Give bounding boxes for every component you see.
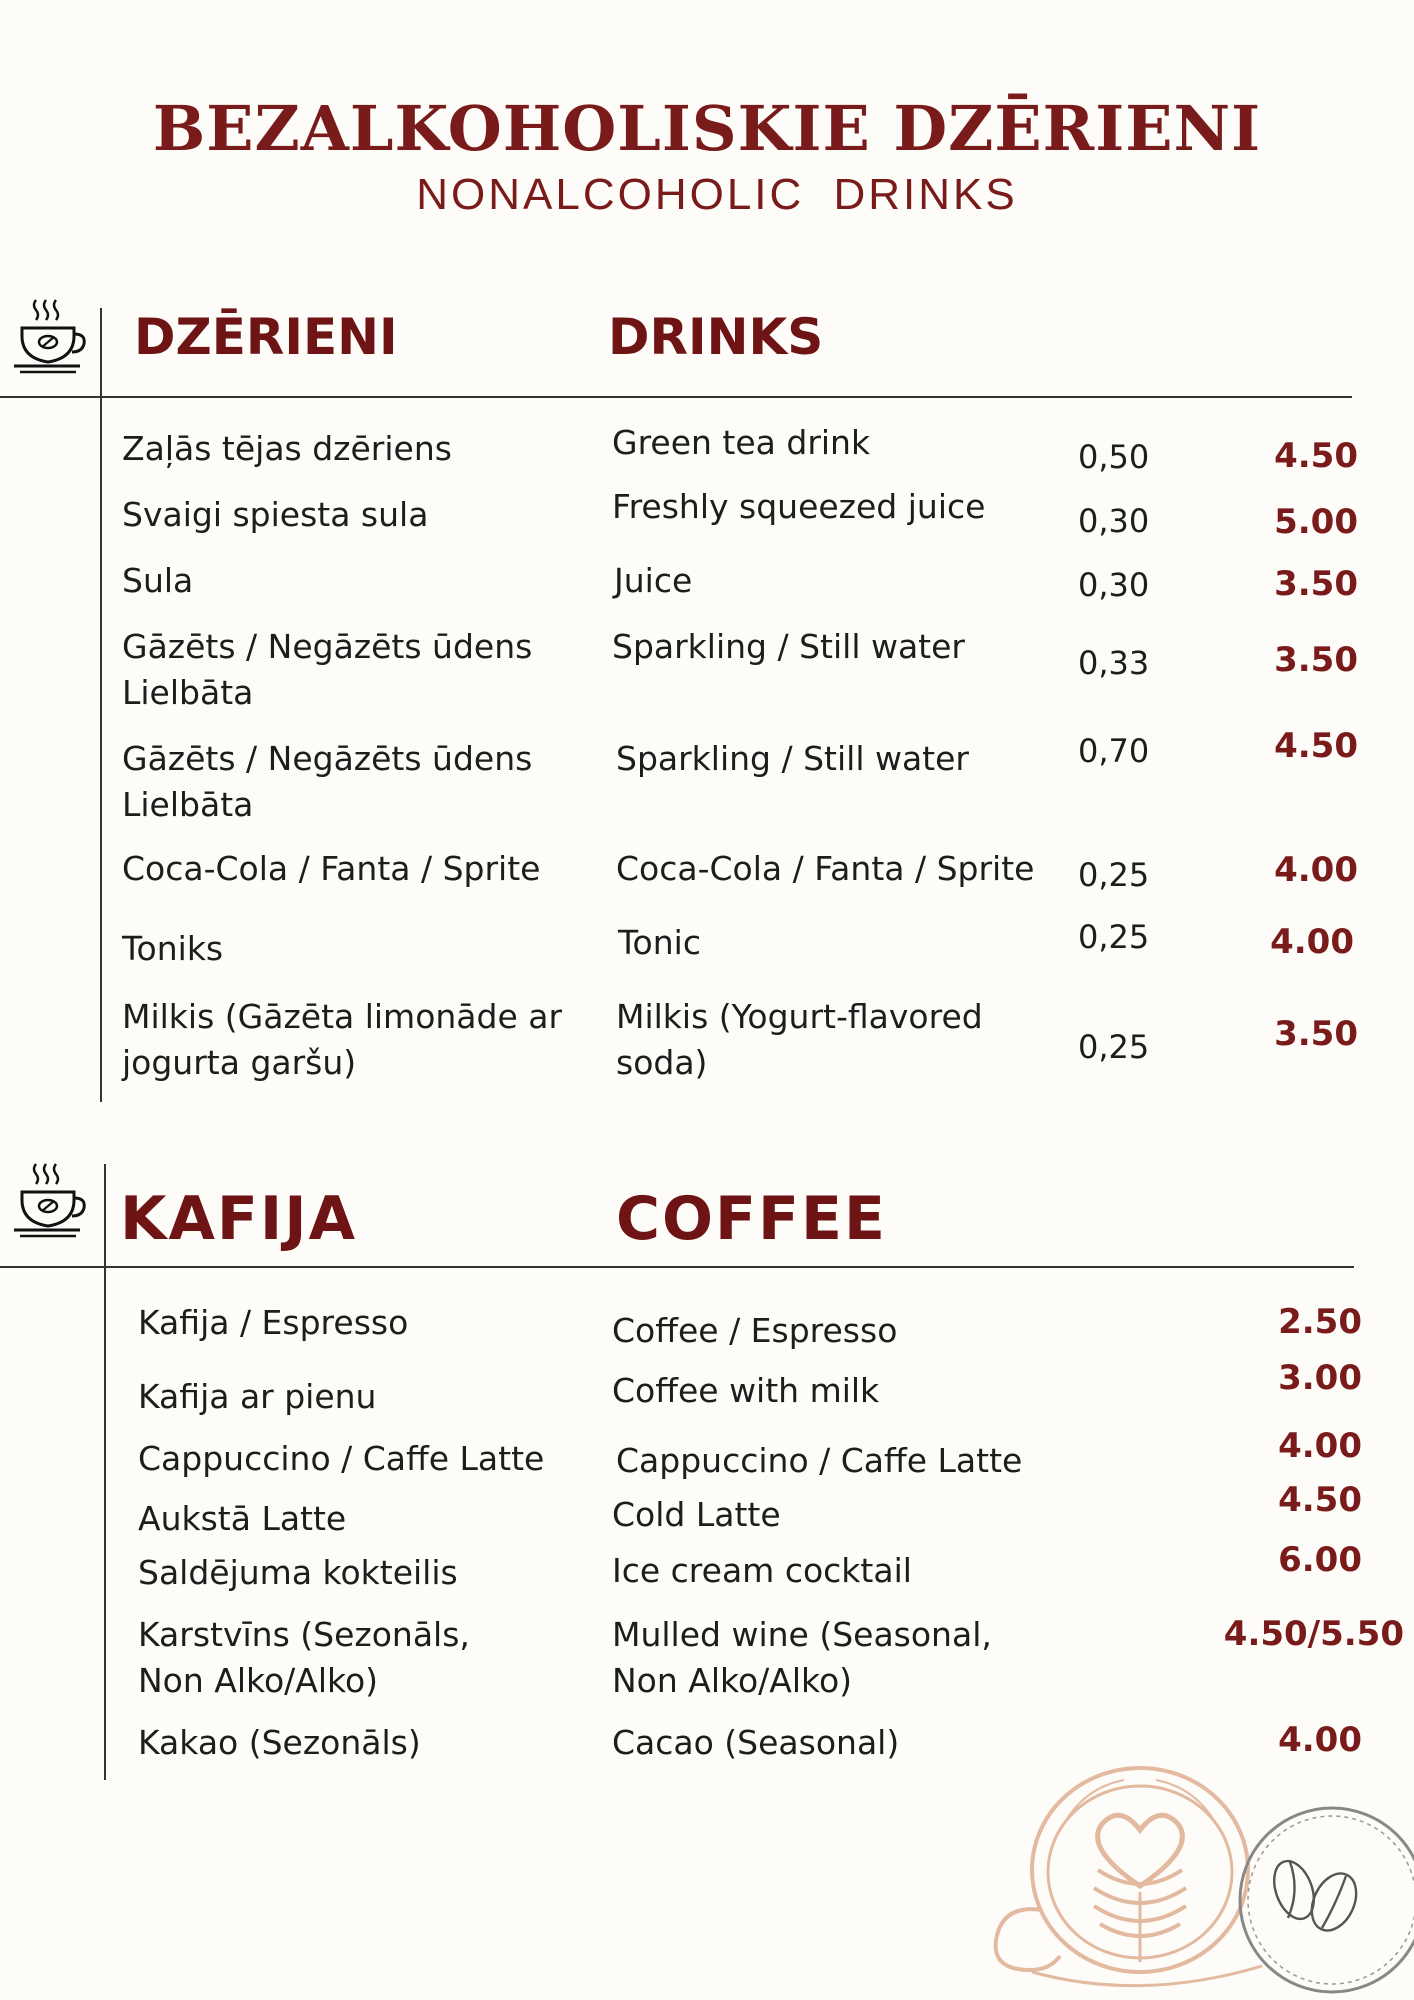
drink-volume: 0,50 — [1078, 438, 1150, 476]
coffee-name-en-line2: Non Alko/Alko) — [612, 1661, 853, 1700]
drink-volume: 0,33 — [1078, 644, 1150, 682]
drink-name-en: Sparkling / Still water — [616, 739, 969, 778]
latte-art-cup-icon — [990, 1760, 1270, 2000]
coffee-price: 4.00 — [1278, 1426, 1362, 1466]
drink-name-en: Tonic — [618, 923, 701, 962]
coffee-name-lv: Kakao (Sezonāls) — [138, 1723, 421, 1762]
coffee-horizontal-divider — [0, 1266, 1354, 1268]
coffee-name-en: Mulled wine (Seasonal, — [612, 1615, 992, 1654]
drink-volume: 0,25 — [1078, 856, 1150, 894]
coffee-price: 4.50 — [1278, 1480, 1362, 1520]
drink-name-lv: Milkis (Gāzēta limonāde ar — [122, 997, 563, 1036]
drink-name-en: Milkis (Yogurt-flavored — [616, 997, 983, 1036]
drink-name-lv: Svaigi spiesta sula — [122, 495, 429, 534]
drink-price: 3.50 — [1274, 1014, 1358, 1054]
page-subtitle: NONALCOHOLIC DRINKS — [416, 170, 1018, 219]
coffee-name-lv: Saldējuma kokteilis — [138, 1553, 458, 1592]
drink-volume: 0,25 — [1078, 918, 1150, 956]
coffee-name-en: Ice cream cocktail — [612, 1551, 912, 1590]
drink-name-en: Sparkling / Still water — [612, 627, 965, 666]
drink-price: 4.50 — [1274, 726, 1358, 766]
drink-price: 3.50 — [1274, 564, 1358, 604]
coffee-name-en: Cacao (Seasonal) — [612, 1723, 900, 1762]
drink-price: 5.00 — [1274, 502, 1358, 542]
coffee-price: 3.00 — [1278, 1358, 1362, 1398]
drink-price: 4.00 — [1274, 850, 1358, 890]
coffee-heading-en: COFFEE — [616, 1184, 887, 1254]
coffee-name-en: Cappuccino / Caffe Latte — [616, 1441, 1023, 1480]
drink-name-lv-line2: Lielbāta — [122, 785, 254, 824]
drink-name-en: Green tea drink — [612, 423, 871, 462]
page-title: BEZALKOHOLISKIE DZĒRIENI — [152, 92, 1262, 165]
drink-name-lv: Zaļās tējas dzēriens — [122, 429, 452, 468]
coffee-name-en: Coffee / Espresso — [612, 1311, 898, 1350]
coffee-price: 4.00 — [1278, 1720, 1362, 1760]
drink-price: 4.50 — [1274, 436, 1358, 476]
coffee-vertical-divider — [104, 1164, 106, 1780]
drink-price: 4.00 — [1270, 922, 1354, 962]
drink-name-en: Juice — [614, 561, 693, 600]
coffee-name-lv: Cappuccino / Caffe Latte — [138, 1439, 545, 1478]
drinks-heading-en: DRINKS — [608, 308, 824, 366]
coffee-cup-icon — [12, 296, 88, 376]
drink-name-lv: Coca-Cola / Fanta / Sprite — [122, 849, 541, 888]
drink-volume: 0,30 — [1078, 502, 1150, 540]
coffee-name-en: Coffee with milk — [612, 1371, 880, 1410]
drink-name-lv: Toniks — [122, 929, 224, 968]
drinks-vertical-divider — [100, 308, 102, 1102]
drink-name-lv: Gāzēts / Negāzēts ūdens — [122, 627, 533, 666]
drink-name-en: Freshly squeezed juice — [612, 487, 986, 526]
coffee-name-lv: Karstvīns (Sezonāls, — [138, 1615, 470, 1654]
coffee-heading-lv: KAFIJA — [120, 1184, 357, 1254]
coffee-name-lv: Aukstā Latte — [138, 1499, 347, 1538]
drink-name-lv: Sula — [122, 561, 194, 600]
coffee-name-lv: Kafija / Espresso — [138, 1303, 409, 1342]
drinks-heading-lv: DZĒRIENI — [134, 308, 398, 366]
coffee-price: 4.50/5.50 — [1223, 1614, 1404, 1654]
coffee-beans-icon — [1232, 1800, 1414, 2000]
coffee-name-en: Cold Latte — [612, 1495, 781, 1534]
drink-volume: 0,70 — [1078, 732, 1150, 770]
drink-volume: 0,30 — [1078, 566, 1150, 604]
coffee-price: 6.00 — [1278, 1540, 1362, 1580]
drink-name-en: Coca-Cola / Fanta / Sprite — [616, 849, 1035, 888]
coffee-cup-icon — [12, 1160, 88, 1240]
drink-price: 3.50 — [1274, 640, 1358, 680]
drink-name-en-line2: soda) — [616, 1043, 708, 1082]
drinks-horizontal-divider — [0, 396, 1352, 398]
coffee-name-lv: Kafija ar pienu — [138, 1377, 377, 1416]
drink-volume: 0,25 — [1078, 1028, 1150, 1066]
coffee-name-lv-line2: Non Alko/Alko) — [138, 1661, 379, 1700]
drink-name-lv-line2: Lielbāta — [122, 673, 254, 712]
drink-name-lv-line2: jogurta garšu) — [122, 1043, 357, 1082]
drink-name-lv: Gāzēts / Negāzēts ūdens — [122, 739, 533, 778]
coffee-price: 2.50 — [1278, 1302, 1362, 1342]
